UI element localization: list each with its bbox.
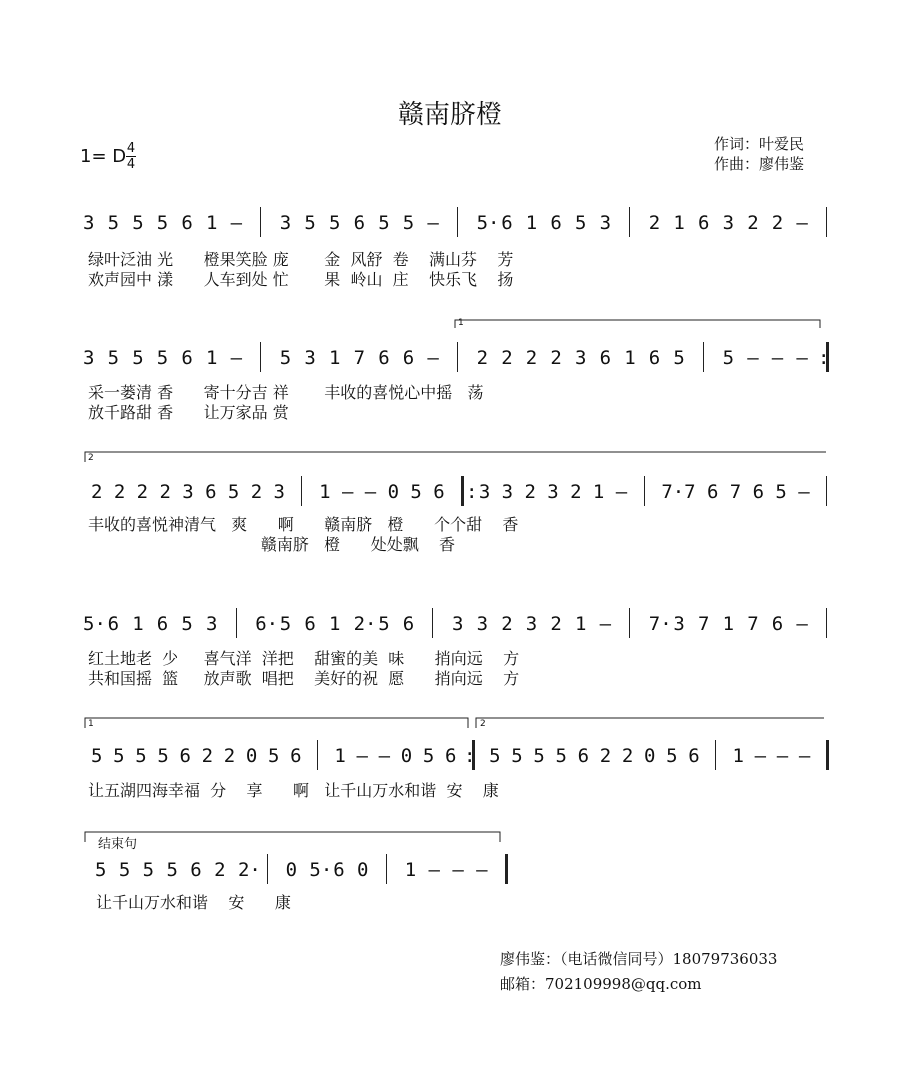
meter-top: 4 [126,141,136,156]
note: 6 [688,745,700,767]
note: – [754,745,767,767]
note: 5 [107,347,120,369]
note: 6 [550,212,562,234]
note: 7· [661,481,685,503]
note: 5 [95,859,107,881]
note: 6· [255,613,279,635]
note: 1 [334,745,346,767]
note: – [452,859,464,881]
barline [457,207,458,237]
note: 2 [771,212,784,234]
note: 5 [227,481,240,503]
note: 5 [489,745,501,767]
note: 6 [402,613,415,635]
note: 1 [329,347,341,369]
barline [826,740,829,770]
note: 6 [501,212,513,234]
barline [715,740,716,770]
note: 2 [159,481,171,503]
lyrics-row-1-verse-2: 欢声园中 漾 人车到处 忙 果 岭山 庄 快乐飞 扬 [88,270,514,289]
note: 2 [223,745,236,767]
note: 6 [179,745,191,767]
note: 2 [91,481,103,503]
note: 7 [353,347,366,369]
note: 0 [400,745,413,767]
note: 5 [142,859,155,881]
note: 3 [206,613,218,635]
note: 0 [357,859,369,881]
note: – [796,347,808,369]
note: 3 [83,212,95,234]
note: 5 [279,347,292,369]
note: 6 [181,347,193,369]
notes-row-5 [0,744,900,768]
note: – [747,347,759,369]
note: – [230,347,243,369]
note: 1 [624,347,636,369]
lyrics-row-3-verse-1: 丰收的喜悦神清气 爽 啊 赣南脐 橙 个个甜 香 [88,515,519,534]
note: 3 [722,212,735,234]
note: 1 [329,613,341,635]
barline [301,476,302,506]
note: – [364,481,377,503]
note: 5· [83,613,106,635]
note: – [796,212,808,234]
note: 5 [575,212,587,234]
note: 3 [673,613,685,635]
note: 1 [525,212,538,234]
note: 7 [684,481,696,503]
note: 0 [387,481,400,503]
note: 1 [206,347,218,369]
note: 2 [599,745,612,767]
note: 2 [747,212,759,234]
note: 5 [135,745,147,767]
note: 2 [214,859,226,881]
note: 6 [290,745,302,767]
note: 5 [555,745,567,767]
note: 2 [501,613,513,635]
note: 6 [599,347,612,369]
barline [260,207,261,237]
note: 2· [353,613,377,635]
note: 3 [525,613,538,635]
note: 5· [476,212,500,234]
note: – [427,347,439,369]
note: 3 [575,347,587,369]
note: – [427,212,439,234]
barline [629,608,630,638]
note: 6 [378,347,390,369]
notes-row-4 [0,612,900,636]
note: 1 [132,613,144,635]
note: 1 [732,745,744,767]
barline [461,476,464,506]
lyricist-credit: 作词：叶爱民 [714,135,805,153]
note: 5 [113,745,125,767]
note: 1 [592,481,605,503]
repeat-dots: : [464,745,476,767]
volta-2-label-a: 2 [88,453,94,463]
barline [703,342,704,372]
note: 3 [273,481,285,503]
note: 2 [250,481,263,503]
note: 7 [747,613,759,635]
note: 1 [575,613,587,635]
note: 3 [478,481,491,503]
note: 5 [666,745,678,767]
note: 6 [752,481,765,503]
note: 5 [304,212,316,234]
note: 5 [722,347,735,369]
note: 2 [621,745,634,767]
note: 0 [644,745,656,767]
volta-1-label-a: 1 [458,318,464,328]
lyrics-row-3-verse-2: 赣南脐 橙 处处飘 香 [88,535,456,554]
note: 6 [648,347,661,369]
note: 6 [706,481,719,503]
note: – [378,745,391,767]
note: 6 [771,613,784,635]
note: 3 [279,212,292,234]
note: 0 [285,859,298,881]
note: 3 [599,212,612,234]
notes-row-6 [0,858,900,882]
barline [644,476,645,506]
note: 2 [648,212,661,234]
barline [236,608,237,638]
note: – [599,613,612,635]
lyrics-row-5-verse-1: 让五湖四海幸福 分 享 啊 让千山万水和谐 安 康 [88,781,499,800]
lyrics-row-2-verse-2: 放千路甜 香 让万家品 赏 [88,403,289,422]
barline [432,608,433,638]
note: 3 [547,481,559,503]
note: – [798,481,810,503]
note: 3 [83,347,95,369]
note: 2 [501,347,513,369]
barline [317,740,318,770]
note: 7 [729,481,742,503]
ending-label: 结束句 [98,837,138,852]
note: 7 [698,613,710,635]
song-title: 赣南脐橙 [397,100,502,130]
barline [826,476,827,506]
note: 2 [525,347,538,369]
note: 2 [136,481,149,503]
note: 5 [118,859,131,881]
note: 5 [267,745,280,767]
note: 1 [319,481,331,503]
note: 3 [501,481,514,503]
time-signature [126,142,136,171]
note: 2 [570,481,582,503]
note: 2 [550,347,562,369]
note: 5 [157,745,169,767]
note: 6 [353,212,366,234]
note: 5 [378,613,390,635]
lyrics-row-6-verse-1: 让千山万水和谐 安 康 [96,893,291,912]
note: 3 [182,481,194,503]
note: – [796,613,808,635]
note: 5 [410,481,422,503]
note: 5 [533,745,545,767]
note: 5 [107,212,120,234]
note: 5 [329,212,341,234]
note: 6 [156,613,169,635]
note: 5· [309,859,333,881]
lyrics-row-4-verse-2: 共和国摇 篮 放声歌 唱把 美好的祝 愿 捎向远 方 [88,669,520,688]
note: – [230,212,243,234]
note: – [615,481,628,503]
volta-1-label-b: 1 [88,719,94,729]
note: 5 [181,613,193,635]
note: – [476,859,488,881]
note: – [771,347,784,369]
note: – [428,859,440,881]
lyrics-row-1-verse-1: 绿叶泛油 光 橙果笑脸 庞 金 风舒 卷 满山芬 芳 [88,250,514,269]
note: – [356,745,368,767]
note: 2· [237,859,261,881]
barline [260,342,261,372]
note: 5 [166,859,178,881]
note: 5 [156,212,169,234]
note: – [341,481,354,503]
barline [505,854,508,884]
notes-row-2 [0,346,900,370]
note: 1 [206,212,218,234]
note: 5 [156,347,169,369]
note: 3 [476,613,489,635]
lyrics-row-2-verse-1: 采一蒌清 香 寄十分吉 祥 丰收的喜悦心中摇 荡 [88,383,484,402]
note: 5 [673,347,685,369]
barline [386,854,387,884]
barline [826,207,827,237]
note: 5 [422,745,435,767]
key-signature: 1= D [80,146,127,167]
note: 2 [550,613,562,635]
note: 2 [113,481,126,503]
note: 5 [378,212,390,234]
note: 6 [698,212,710,234]
note: 5 [132,212,144,234]
note: – [776,745,789,767]
note: 5 [279,613,292,635]
note: 6 [433,481,445,503]
note: 5 [775,481,787,503]
note: – [798,745,811,767]
composer-credit: 作曲：廖伟鉴 [714,155,805,173]
note: 1 [404,859,417,881]
note: 5 [132,347,144,369]
note: 6 [190,859,202,881]
notes-row-1 [0,211,900,235]
note: 7· [648,613,672,635]
note: 3 [452,613,464,635]
meter-bottom: 4 [126,157,136,172]
email-line: 邮箱：702109998@qq.com [500,975,702,993]
repeat-dots: : [466,481,478,503]
note: 6 [402,347,415,369]
note: 5 [402,212,415,234]
note: 2 [524,481,536,503]
lyrics-row-4-verse-1: 红土地老 少 喜气洋 洋把 甜蜜的美 味 捎向远 方 [88,649,520,668]
note: 6 [577,745,590,767]
note: 0 [245,745,258,767]
note: 2 [476,347,489,369]
notes-row-3 [0,480,900,504]
note: 6 [205,481,217,503]
contact-line: 廖伟鉴：（电话微信同号）18079736033 [500,950,778,968]
note: 1 [722,613,735,635]
barline [826,608,827,638]
note: 3 [304,347,316,369]
note: 6 [107,613,120,635]
volta-2-label-b: 2 [480,719,486,729]
barline [629,207,630,237]
note: 6 [304,613,316,635]
note: 1 [673,212,685,234]
note: 6 [181,212,193,234]
note: 2 [201,745,214,767]
repeat-dots: : [818,347,830,369]
barline [267,854,268,884]
barline [457,342,458,372]
note: 5 [91,745,103,767]
note: 6 [444,745,457,767]
note: 5 [511,745,523,767]
note: 6 [333,859,345,881]
